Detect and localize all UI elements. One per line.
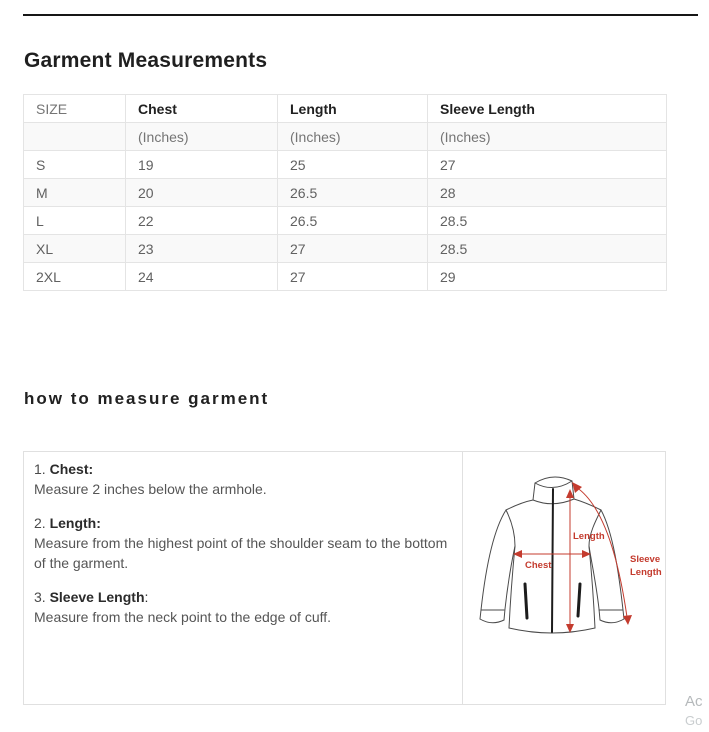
length-cell: 27 — [278, 263, 428, 291]
length-cell: 26.5 — [278, 179, 428, 207]
measurements-table — [23, 94, 667, 291]
column-header-sleeve-length: Sleeve Length — [428, 95, 667, 123]
size-cell: M — [24, 179, 126, 207]
watermark-line1: Ac — [685, 693, 703, 710]
top-divider — [23, 14, 698, 16]
page-title: Garment Measurements — [24, 49, 268, 72]
units-cell-empty — [24, 123, 126, 151]
size-cell: S — [24, 151, 126, 179]
size-cell: 2XL — [24, 263, 126, 291]
length-label: Length — [573, 531, 605, 542]
table-units-row — [24, 123, 667, 151]
instruction-number: 3. — [34, 589, 46, 605]
table-row-s — [24, 151, 667, 179]
length-cell: 26.5 — [278, 207, 428, 235]
sleeve-length-label-line1: Sleeve — [630, 554, 661, 565]
instructions-list — [24, 452, 463, 704]
sleeve-cell: 28.5 — [428, 235, 667, 263]
chest-cell: 19 — [126, 151, 278, 179]
instruction-heading — [34, 513, 450, 533]
instruction-label: Sleeve Length — [49, 589, 145, 605]
instruction-text: Measure from the highest point of the shoulder seam to the bottom of the garment. — [34, 535, 448, 571]
sleeve-cell: 27 — [428, 151, 667, 179]
instruction-item-sleeve-length — [34, 587, 450, 627]
size-cell: XL — [24, 235, 126, 263]
chest-cell: 23 — [126, 235, 278, 263]
length-cell: 27 — [278, 235, 428, 263]
chest-cell: 22 — [126, 207, 278, 235]
sleeve-length-label-line2: Length — [630, 567, 662, 578]
chest-cell: 24 — [126, 263, 278, 291]
table-row-m — [24, 179, 667, 207]
howto-title: how to measure garment — [24, 389, 270, 408]
instruction-label: Length: — [49, 515, 101, 531]
instruction-label: Chest: — [49, 461, 94, 477]
length-cell: 25 — [278, 151, 428, 179]
instruction-item-chest — [34, 459, 450, 499]
instruction-number: 1. — [34, 461, 46, 477]
jacket-diagram — [463, 452, 665, 704]
table-row-l — [24, 207, 667, 235]
table-header-row — [24, 95, 667, 123]
measurement-annotations — [513, 482, 662, 633]
instruction-number: 2. — [34, 515, 46, 531]
watermark — [685, 692, 709, 730]
table-row-xl — [24, 235, 667, 263]
units-cell-length: (Inches) — [278, 123, 428, 151]
sleeve-cell: 28 — [428, 179, 667, 207]
chest-cell: 20 — [126, 179, 278, 207]
sleeve-cell: 29 — [428, 263, 667, 291]
instruction-text: Measure from the neck point to the edge of cuff. — [34, 609, 332, 625]
table-row-2xl — [24, 263, 667, 291]
units-cell-chest: (Inches) — [126, 123, 278, 151]
size-cell: L — [24, 207, 126, 235]
units-cell-sleeve: (Inches) — [428, 123, 667, 151]
howto-section — [23, 451, 666, 705]
column-header-chest: Chest — [126, 95, 278, 123]
instruction-text: Measure 2 inches below the armhole. — [34, 481, 267, 497]
column-header-length: Length — [278, 95, 428, 123]
instruction-item-length — [34, 513, 450, 573]
jacket-measurement-diagram-icon — [463, 452, 667, 706]
watermark-line2: Go — [685, 713, 703, 728]
column-header-size: SIZE — [24, 95, 126, 123]
chest-label: Chest — [525, 560, 552, 571]
instruction-heading — [34, 459, 450, 479]
sleeve-cell: 28.5 — [428, 207, 667, 235]
instruction-heading: 3. Sleeve Length: — [34, 589, 149, 605]
